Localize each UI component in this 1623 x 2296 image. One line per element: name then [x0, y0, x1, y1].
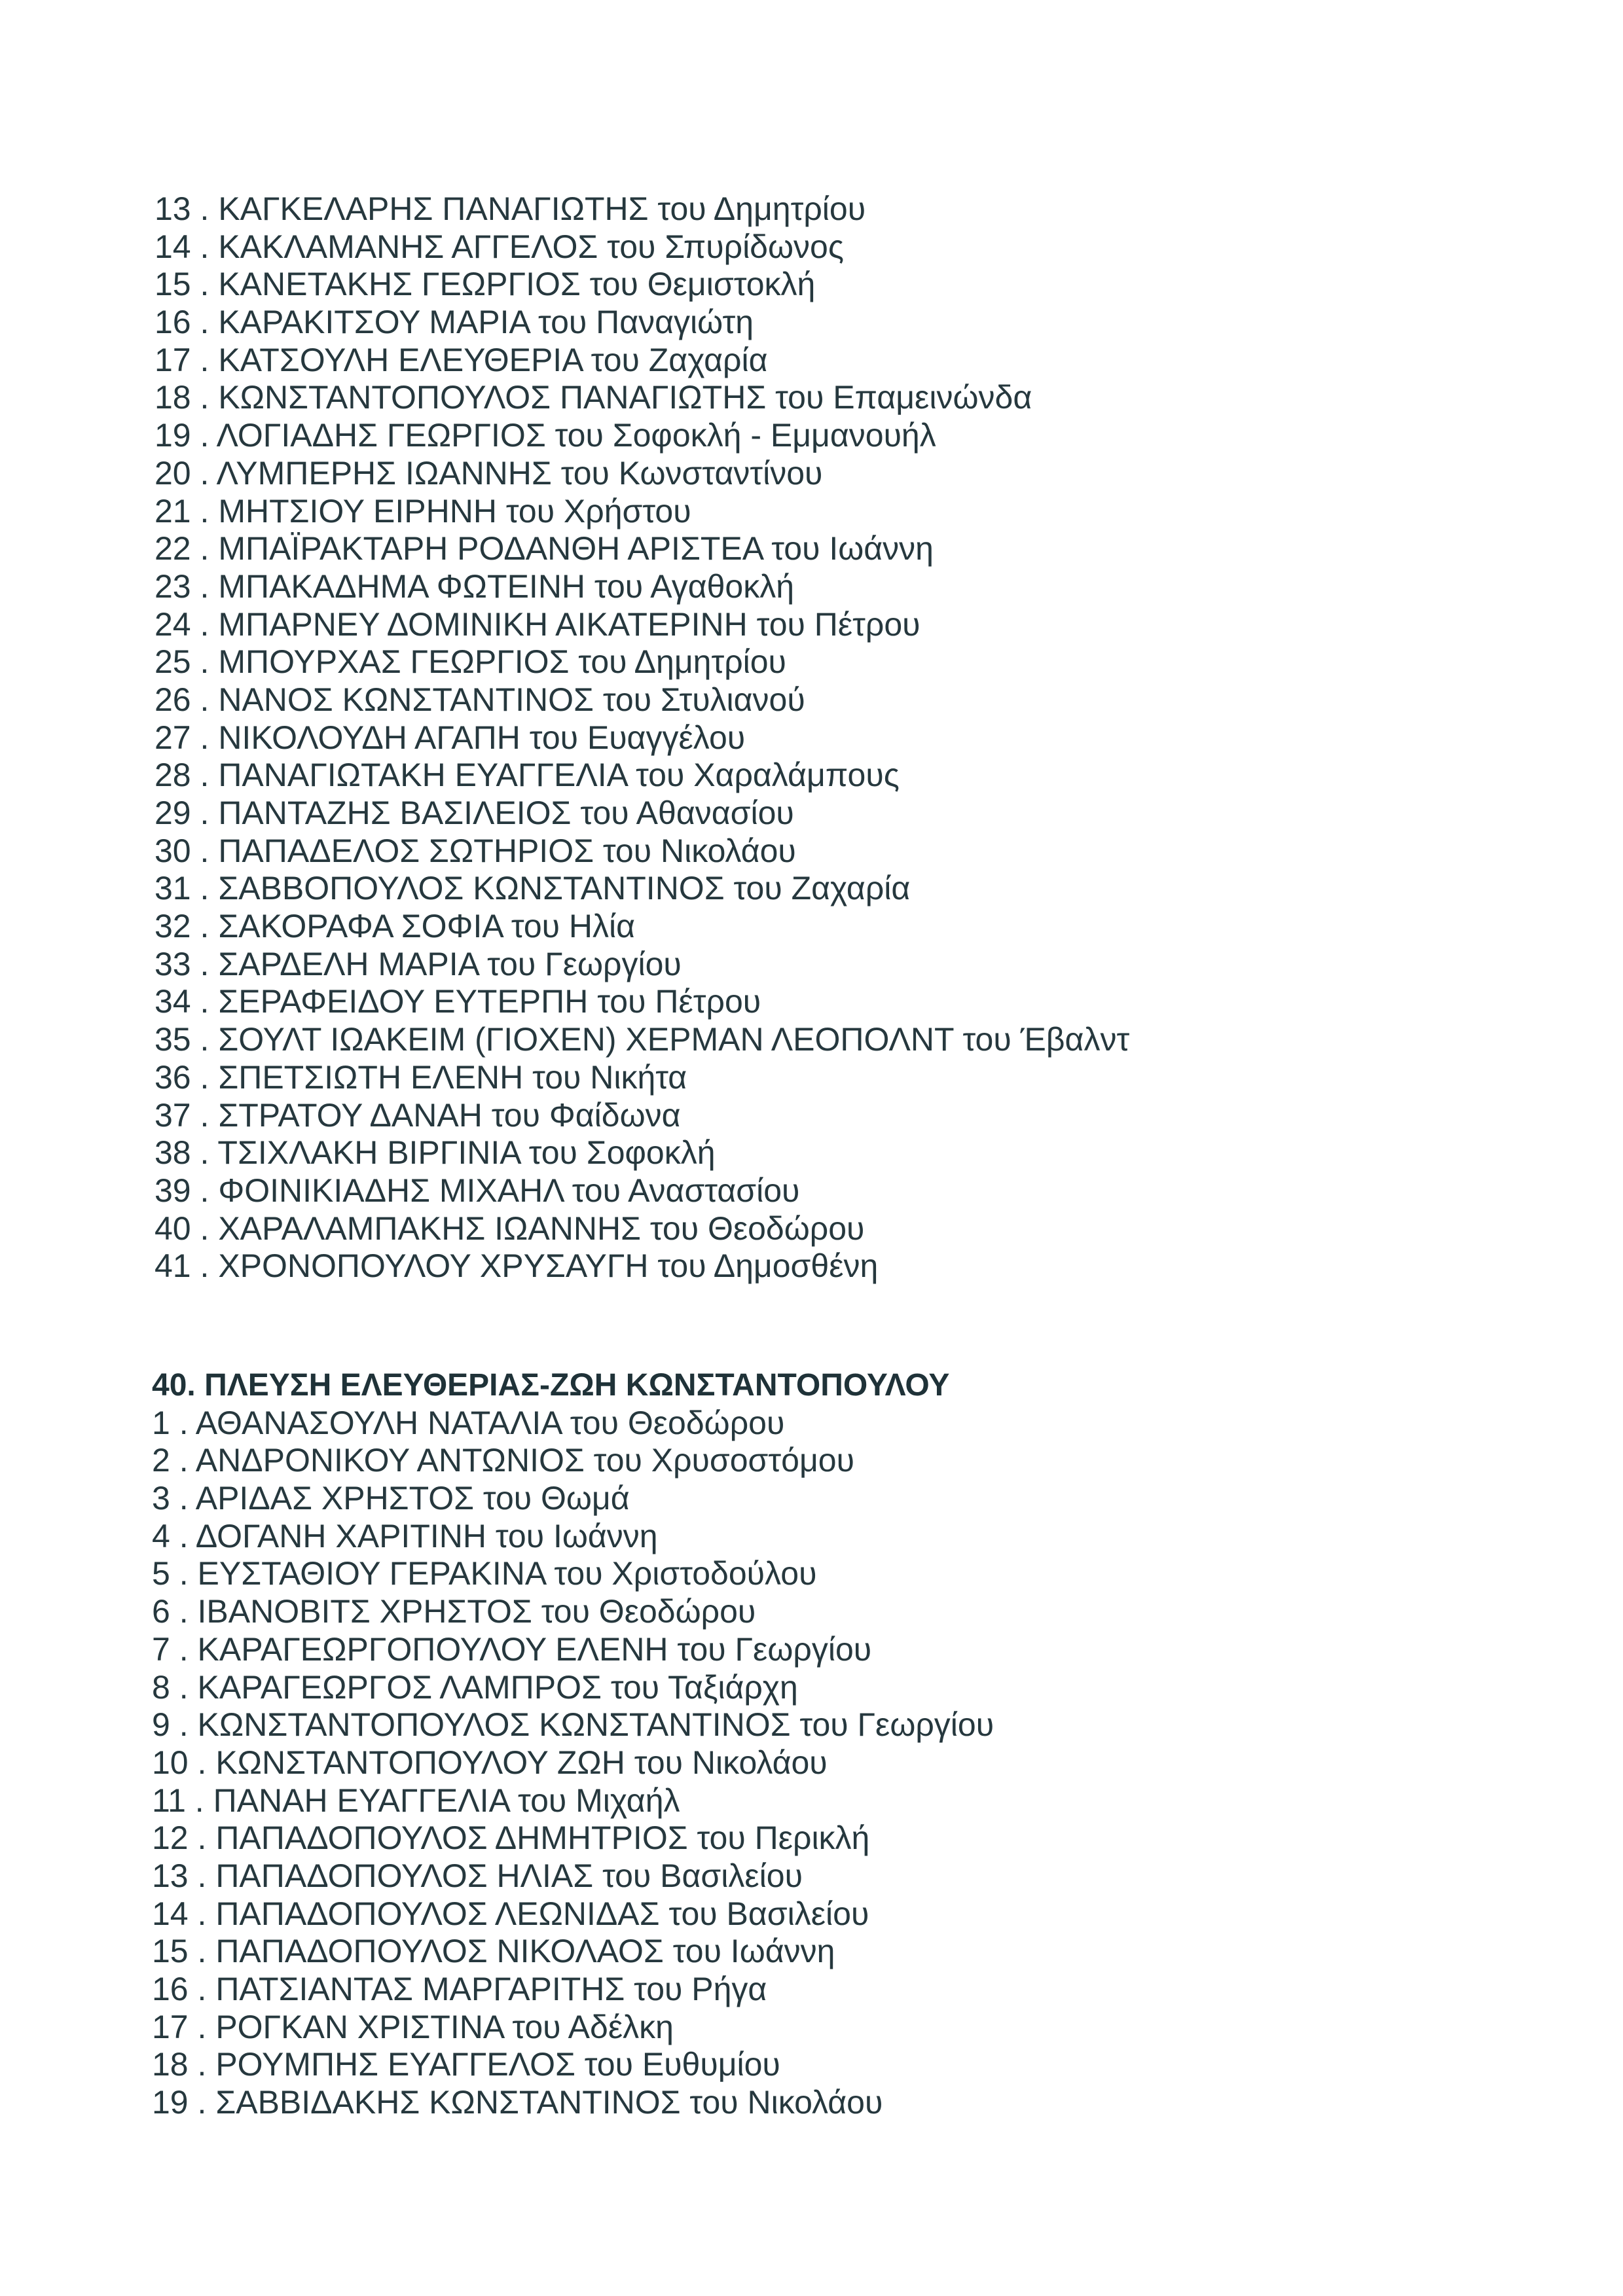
candidate-name: ΜΠΑΪΡΑΚΤΑΡΗ ΡΟΔΑΝΘΗ ΑΡΙΣΤΕΑ του Ιωάννη [218, 530, 934, 567]
candidate-name: ΠΑΤΣΙΑΝΤΑΣ ΜΑΡΓΑΡΙΤΗΣ του Ρήγα [215, 1971, 767, 2007]
separator: . [191, 983, 219, 1020]
candidate-number: 29 [155, 795, 191, 831]
candidate-number: 13 [155, 190, 191, 227]
candidate-entry [155, 870, 1129, 908]
candidate-name: ΑΘΑΝΑΣΟΥΛΗ ΝΑΤΑΛΙΑ του Θεοδώρου [195, 1404, 785, 1441]
candidate-entry [155, 757, 1129, 795]
candidate-name: ΚΑΚΛΑΜΑΝΗΣ ΑΓΓΕΛΟΣ του Σπυρίδωνος [218, 228, 844, 265]
separator: . [170, 1404, 196, 1441]
separator: . [191, 1210, 219, 1247]
candidate-number: 36 [155, 1058, 191, 1096]
candidate-number: 38 [155, 1134, 191, 1172]
candidate-name: ΣΑΒΒΟΠΟΥΛΟΣ ΚΩΝΣΤΑΝΤΙΝΟΣ του Ζαχαρία [218, 870, 911, 907]
candidate-number: 37 [155, 1096, 191, 1134]
candidate-number: 3 [152, 1480, 170, 1517]
candidate-number: 18 [152, 2046, 189, 2083]
candidate-number: 31 [155, 870, 191, 907]
candidate-entry [155, 606, 1129, 644]
candidate-entry [155, 1134, 1129, 1172]
candidate-name: ΤΣΙΧΛΑΚΗ ΒΙΡΓΙΝΙΑ του Σοφοκλή [217, 1134, 716, 1172]
candidate-entry [155, 833, 1129, 870]
candidate-entry [155, 228, 1129, 266]
candidate-entry [155, 568, 1129, 606]
candidate-entry [155, 417, 1129, 455]
candidate-entry [155, 1172, 1129, 1210]
candidate-number: 11 [152, 1782, 186, 1819]
separator: . [191, 1058, 219, 1096]
candidate-name: ΝΑΝΟΣ ΚΩΝΣΤΑΝΤΙΝΟΣ του Στυλιανού [218, 681, 805, 718]
candidate-entry [155, 1247, 1129, 1285]
candidate-name: ΑΡΙΔΑΣ ΧΡΗΣΤΟΣ του Θωμά [195, 1480, 630, 1517]
candidate-number: 22 [155, 530, 191, 567]
candidate-entry [155, 379, 1129, 417]
candidate-number: 16 [155, 304, 191, 341]
candidate-name: ΚΩΝΣΤΑΝΤΟΠΟΥΛΟΣ ΚΩΝΣΤΑΝΤΙΝΟΣ του Γεωργίου [197, 1706, 994, 1744]
candidate-entry [155, 983, 1129, 1021]
candidate-number: 12 [152, 1820, 189, 1857]
separator: . [188, 1744, 216, 1781]
candidate-entry [155, 1210, 1129, 1248]
separator: . [191, 492, 219, 529]
candidate-entry [152, 1782, 994, 1820]
candidate-number: 10 [152, 1744, 189, 1781]
candidate-number: 24 [155, 605, 191, 643]
candidate-entry [155, 719, 1129, 757]
candidate-number: 20 [155, 454, 191, 492]
candidate-number: 33 [155, 945, 191, 982]
separator: . [191, 454, 217, 492]
candidate-name: ΠΑΠΑΔΕΛΟΣ ΣΩΤΗΡΙΟΣ του Νικολάου [218, 832, 796, 869]
candidate-number: 8 [152, 1668, 170, 1706]
candidate-entry [152, 1669, 994, 1707]
candidate-number: 19 [155, 417, 191, 454]
candidate-number: 14 [152, 1895, 189, 1932]
candidate-number: 16 [152, 1971, 189, 2007]
candidate-entry [152, 1405, 994, 1443]
candidate-entry [155, 266, 1129, 304]
candidate-name: ΣΠΕΤΣΙΩΤΗ ΕΛΕΝΗ του Νικήτα [218, 1058, 687, 1096]
party-heading: 40. ΠΛΕΥΣΗ ΕΛΕΥΘΕΡΙΑΣ-ΖΩΗ ΚΩΝΣΤΑΝΤΟΠΟΥΛΟΥ [152, 1368, 950, 1403]
candidate-number: 28 [155, 757, 191, 794]
separator: . [191, 643, 219, 681]
separator: . [191, 870, 219, 907]
separator: . [188, 1820, 216, 1857]
candidate-entry [155, 681, 1129, 719]
candidate-entry [152, 1480, 994, 1518]
separator: . [191, 567, 219, 605]
candidate-number: 26 [155, 681, 191, 718]
candidate-name: ΠΑΠΑΔΟΠΟΥΛΟΣ ΗΛΙΑΣ του Βασιλείου [215, 1857, 803, 1894]
candidate-name: ΙΒΑΝΟΒΙΤΣ ΧΡΗΣΤΟΣ του Θεοδώρου [197, 1593, 756, 1630]
candidate-entry [155, 304, 1129, 342]
candidate-number: 15 [152, 1933, 189, 1970]
separator: . [191, 945, 219, 982]
candidate-name: ΣΟΥΛΤ ΙΩΑΚΕΙΜ (ΓΙΟΧΕΝ) ΧΕΡΜΑΝ ΛΕΟΠΟΛΝΤ του Έβαλντ [218, 1021, 1130, 1058]
candidate-entry [152, 1518, 994, 1556]
candidate-name: ΡΟΓΚΑΝ ΧΡΙΣΤΙΝΑ του Αδέλκη [215, 2008, 674, 2045]
separator: . [188, 1971, 216, 2007]
candidate-name: ΚΑΤΣΟΥΛΗ ΕΛΕΥΘΕΡΙΑ του Ζαχαρία [218, 341, 768, 378]
candidate-name: ΠΑΠΑΔΟΠΟΥΛΟΣ ΝΙΚΟΛΑΟΣ του Ιωάννη [215, 1933, 835, 1970]
candidate-entry [155, 643, 1129, 681]
separator: . [191, 379, 219, 416]
separator: . [170, 1668, 198, 1706]
separator: . [191, 1096, 219, 1134]
candidate-name: ΑΝΔΡΟΝΙΚΟΥ ΑΝΤΩΝΙΟΣ του Χρυσοστόμου [195, 1442, 854, 1479]
candidate-entry [155, 1021, 1129, 1059]
candidate-name: ΠΑΝΑΗ ΕΥΑΓΓΕΛΙΑ του Μιχαήλ [213, 1782, 680, 1819]
candidate-number: 1 [152, 1404, 170, 1441]
candidate-name: ΚΑΡΑΓΕΩΡΓΟΣ ΛΑΜΠΡΟΣ του Ταξιάρχη [197, 1668, 798, 1706]
candidate-list-continued [155, 190, 1129, 1285]
candidate-name: ΛΥΜΠΕΡΗΣ ΙΩΑΝΝΗΣ του Κωνσταντίνου [216, 454, 823, 492]
separator: . [191, 605, 219, 643]
candidate-name: ΣΤΡΑΤΟΥ ΔΑΝΑΗ του Φαίδωνα [218, 1096, 681, 1134]
separator: . [191, 1134, 218, 1172]
candidate-name: ΧΡΟΝΟΠΟΥΛΟΥ ΧΡΥΣΑΥΓΗ του Δημοσθένη [218, 1247, 879, 1285]
candidate-name: ΔΟΓΑΝΗ ΧΑΡΙΤΙΝΗ του Ιωάννη [195, 1517, 658, 1554]
candidate-entry [152, 1971, 994, 2009]
separator: . [188, 2046, 216, 2083]
candidate-entry [152, 1820, 994, 1857]
candidate-name: ΚΑΝΕΤΑΚΗΣ ΓΕΩΡΓΙΟΣ του Θεμιστοκλή [218, 266, 816, 303]
candidate-name: ΣΑΡΔΕΛΗ ΜΑΡΙΑ του Γεωργίου [218, 945, 682, 982]
candidate-name: ΚΑΡΑΚΙΤΣΟΥ ΜΑΡΙΑ του Παναγιώτη [218, 304, 754, 341]
candidate-name: ΕΥΣΤΑΘΙΟΥ ΓΕΡΑΚΙΝΑ του Χριστοδούλου [197, 1555, 817, 1592]
candidate-list [152, 1405, 994, 2122]
candidate-name: ΠΑΝΤΑΖΗΣ ΒΑΣΙΛΕΙΟΣ του Αθανασίου [218, 795, 794, 831]
separator: . [170, 1442, 196, 1479]
candidate-number: 21 [155, 492, 191, 529]
candidate-number: 9 [152, 1706, 170, 1744]
candidate-entry [152, 1706, 994, 1744]
candidate-number: 27 [155, 719, 191, 756]
candidate-entry [155, 455, 1129, 493]
candidate-number: 35 [155, 1021, 191, 1058]
separator: . [170, 1593, 198, 1630]
candidate-entry [155, 795, 1129, 833]
candidate-number: 15 [155, 266, 191, 303]
separator: . [170, 1706, 198, 1744]
candidate-entry [152, 1744, 994, 1782]
candidate-entry [152, 1555, 994, 1593]
separator: . [188, 2084, 216, 2121]
candidate-number: 19 [152, 2084, 189, 2121]
candidate-name: ΦΟΙΝΙΚΙΑΔΗΣ ΜΙΧΑΗΛ του Αναστασίου [218, 1172, 800, 1209]
candidate-entry [155, 908, 1129, 946]
candidate-number: 14 [155, 228, 191, 265]
candidate-name: ΠΑΝΑΓΙΩΤΑΚΗ ΕΥΑΓΓΕΛΙΑ του Χαραλάμπους [218, 757, 900, 794]
candidate-entry [155, 190, 1129, 228]
separator: . [170, 1555, 198, 1592]
candidate-name: ΧΑΡΑΛΑΜΠΑΚΗΣ ΙΩΑΝΝΗΣ του Θεοδώρου [218, 1210, 865, 1247]
separator: . [191, 681, 219, 718]
separator: . [191, 304, 219, 341]
candidate-number: 17 [152, 2008, 189, 2045]
candidate-entry [152, 2009, 994, 2047]
candidate-entry [152, 1631, 994, 1669]
candidate-entry [155, 1097, 1129, 1135]
candidate-name: ΚΑΡΑΓΕΩΡΓΟΠΟΥΛΟΥ ΕΛΕΝΗ του Γεωργίου [197, 1630, 872, 1668]
candidate-entry [155, 946, 1129, 984]
candidate-name: ΜΠΑΡΝΕΥ ΔΟΜΙΝΙΚΗ ΑΙΚΑΤΕΡΙΝΗ του Πέτρου [218, 605, 921, 643]
separator: . [191, 832, 219, 869]
candidate-name: ΚΩΝΣΤΑΝΤΟΠΟΥΛΟΥ ΖΩΗ του Νικολάου [215, 1744, 828, 1781]
separator: . [191, 908, 219, 945]
candidate-entry [155, 342, 1129, 380]
candidate-entry [155, 493, 1129, 531]
candidate-entry [155, 1059, 1129, 1097]
candidate-name: ΜΠΟΥΡΧΑΣ ΓΕΩΡΓΙΟΣ του Δημητρίου [218, 643, 786, 681]
candidate-number: 34 [155, 983, 191, 1020]
separator: . [188, 2008, 216, 2045]
candidate-name: ΣΑΒΒΙΔΑΚΗΣ ΚΩΝΣΤΑΝΤΙΝΟΣ του Νικολάου [215, 2084, 883, 2121]
candidate-entry [152, 2084, 994, 2122]
separator: . [191, 190, 219, 227]
candidate-number: 41 [155, 1247, 191, 1285]
candidate-number: 32 [155, 908, 191, 945]
candidate-name: ΛΟΓΙΑΔΗΣ ΓΕΩΡΓΙΟΣ του Σοφοκλή - Εμμανουήλ [216, 417, 936, 454]
separator: . [191, 417, 217, 454]
separator: . [191, 719, 219, 756]
separator: . [191, 341, 219, 378]
separator: . [191, 530, 219, 567]
candidate-name: ΚΑΓΚΕΛΑΡΗΣ ΠΑΝΑΓΙΩΤΗΣ του Δημητρίου [218, 190, 866, 227]
separator: . [191, 228, 219, 265]
candidate-number: 4 [152, 1517, 170, 1554]
separator: . [170, 1480, 196, 1517]
candidate-name: ΣΑΚΟΡΑΦΑ ΣΟΦΙΑ του Ηλία [218, 908, 636, 945]
candidate-number: 5 [152, 1555, 170, 1592]
separator: . [170, 1517, 196, 1554]
separator: . [191, 795, 219, 831]
candidate-number: 17 [155, 341, 191, 378]
candidate-entry [152, 1593, 994, 1631]
candidate-name: ΜΠΑΚΑΔΗΜΑ ΦΩΤΕΙΝΗ του Αγαθοκλή [218, 567, 795, 605]
candidate-number: 18 [155, 379, 191, 416]
separator: . [191, 757, 219, 794]
separator: . [170, 1630, 198, 1668]
separator: . [191, 1021, 219, 1058]
separator: . [191, 1247, 219, 1285]
candidate-entry [155, 530, 1129, 568]
candidate-number: 39 [155, 1172, 191, 1209]
candidate-number: 23 [155, 567, 191, 605]
candidate-number: 40 [155, 1210, 191, 1247]
candidate-entry [152, 1895, 994, 1933]
candidate-number: 7 [152, 1630, 170, 1668]
separator: . [188, 1895, 216, 1932]
candidate-number: 2 [152, 1442, 170, 1479]
candidate-entry [152, 1933, 994, 1971]
candidate-entry [152, 2046, 994, 2084]
candidate-number: 25 [155, 643, 191, 681]
separator: . [185, 1782, 213, 1819]
candidate-name: ΣΕΡΑΦΕΙΔΟΥ ΕΥΤΕΡΠΗ του Πέτρου [218, 983, 761, 1020]
candidate-name: ΠΑΠΑΔΟΠΟΥΛΟΣ ΛΕΩΝΙΔΑΣ του Βασιλείου [215, 1895, 869, 1932]
candidate-entry [152, 1857, 994, 1895]
candidate-name: ΜΗΤΣΙΟΥ ΕΙΡΗΝΗ του Χρήστου [218, 492, 691, 529]
party-section [152, 1367, 994, 2122]
candidate-entry [152, 1442, 994, 1480]
separator: . [188, 1857, 216, 1894]
separator: . [191, 1172, 219, 1209]
candidate-number: 30 [155, 832, 191, 869]
candidate-number: 6 [152, 1593, 170, 1630]
candidate-name: ΡΟΥΜΠΗΣ ΕΥΑΓΓΕΛΟΣ του Ευθυμίου [215, 2046, 780, 2083]
candidate-name: ΝΙΚΟΛΟΥΔΗ ΑΓΑΠΗ του Ευαγγέλου [218, 719, 746, 756]
separator: . [191, 266, 219, 303]
separator: . [188, 1933, 216, 1970]
candidate-number: 13 [152, 1857, 189, 1894]
candidate-name: ΚΩΝΣΤΑΝΤΟΠΟΥΛΟΣ ΠΑΝΑΓΙΩΤΗΣ του Επαμεινώνδα [218, 379, 1032, 416]
candidate-name: ΠΑΠΑΔΟΠΟΥΛΟΣ ΔΗΜΗΤΡΙΟΣ του Περικλή [215, 1820, 870, 1857]
